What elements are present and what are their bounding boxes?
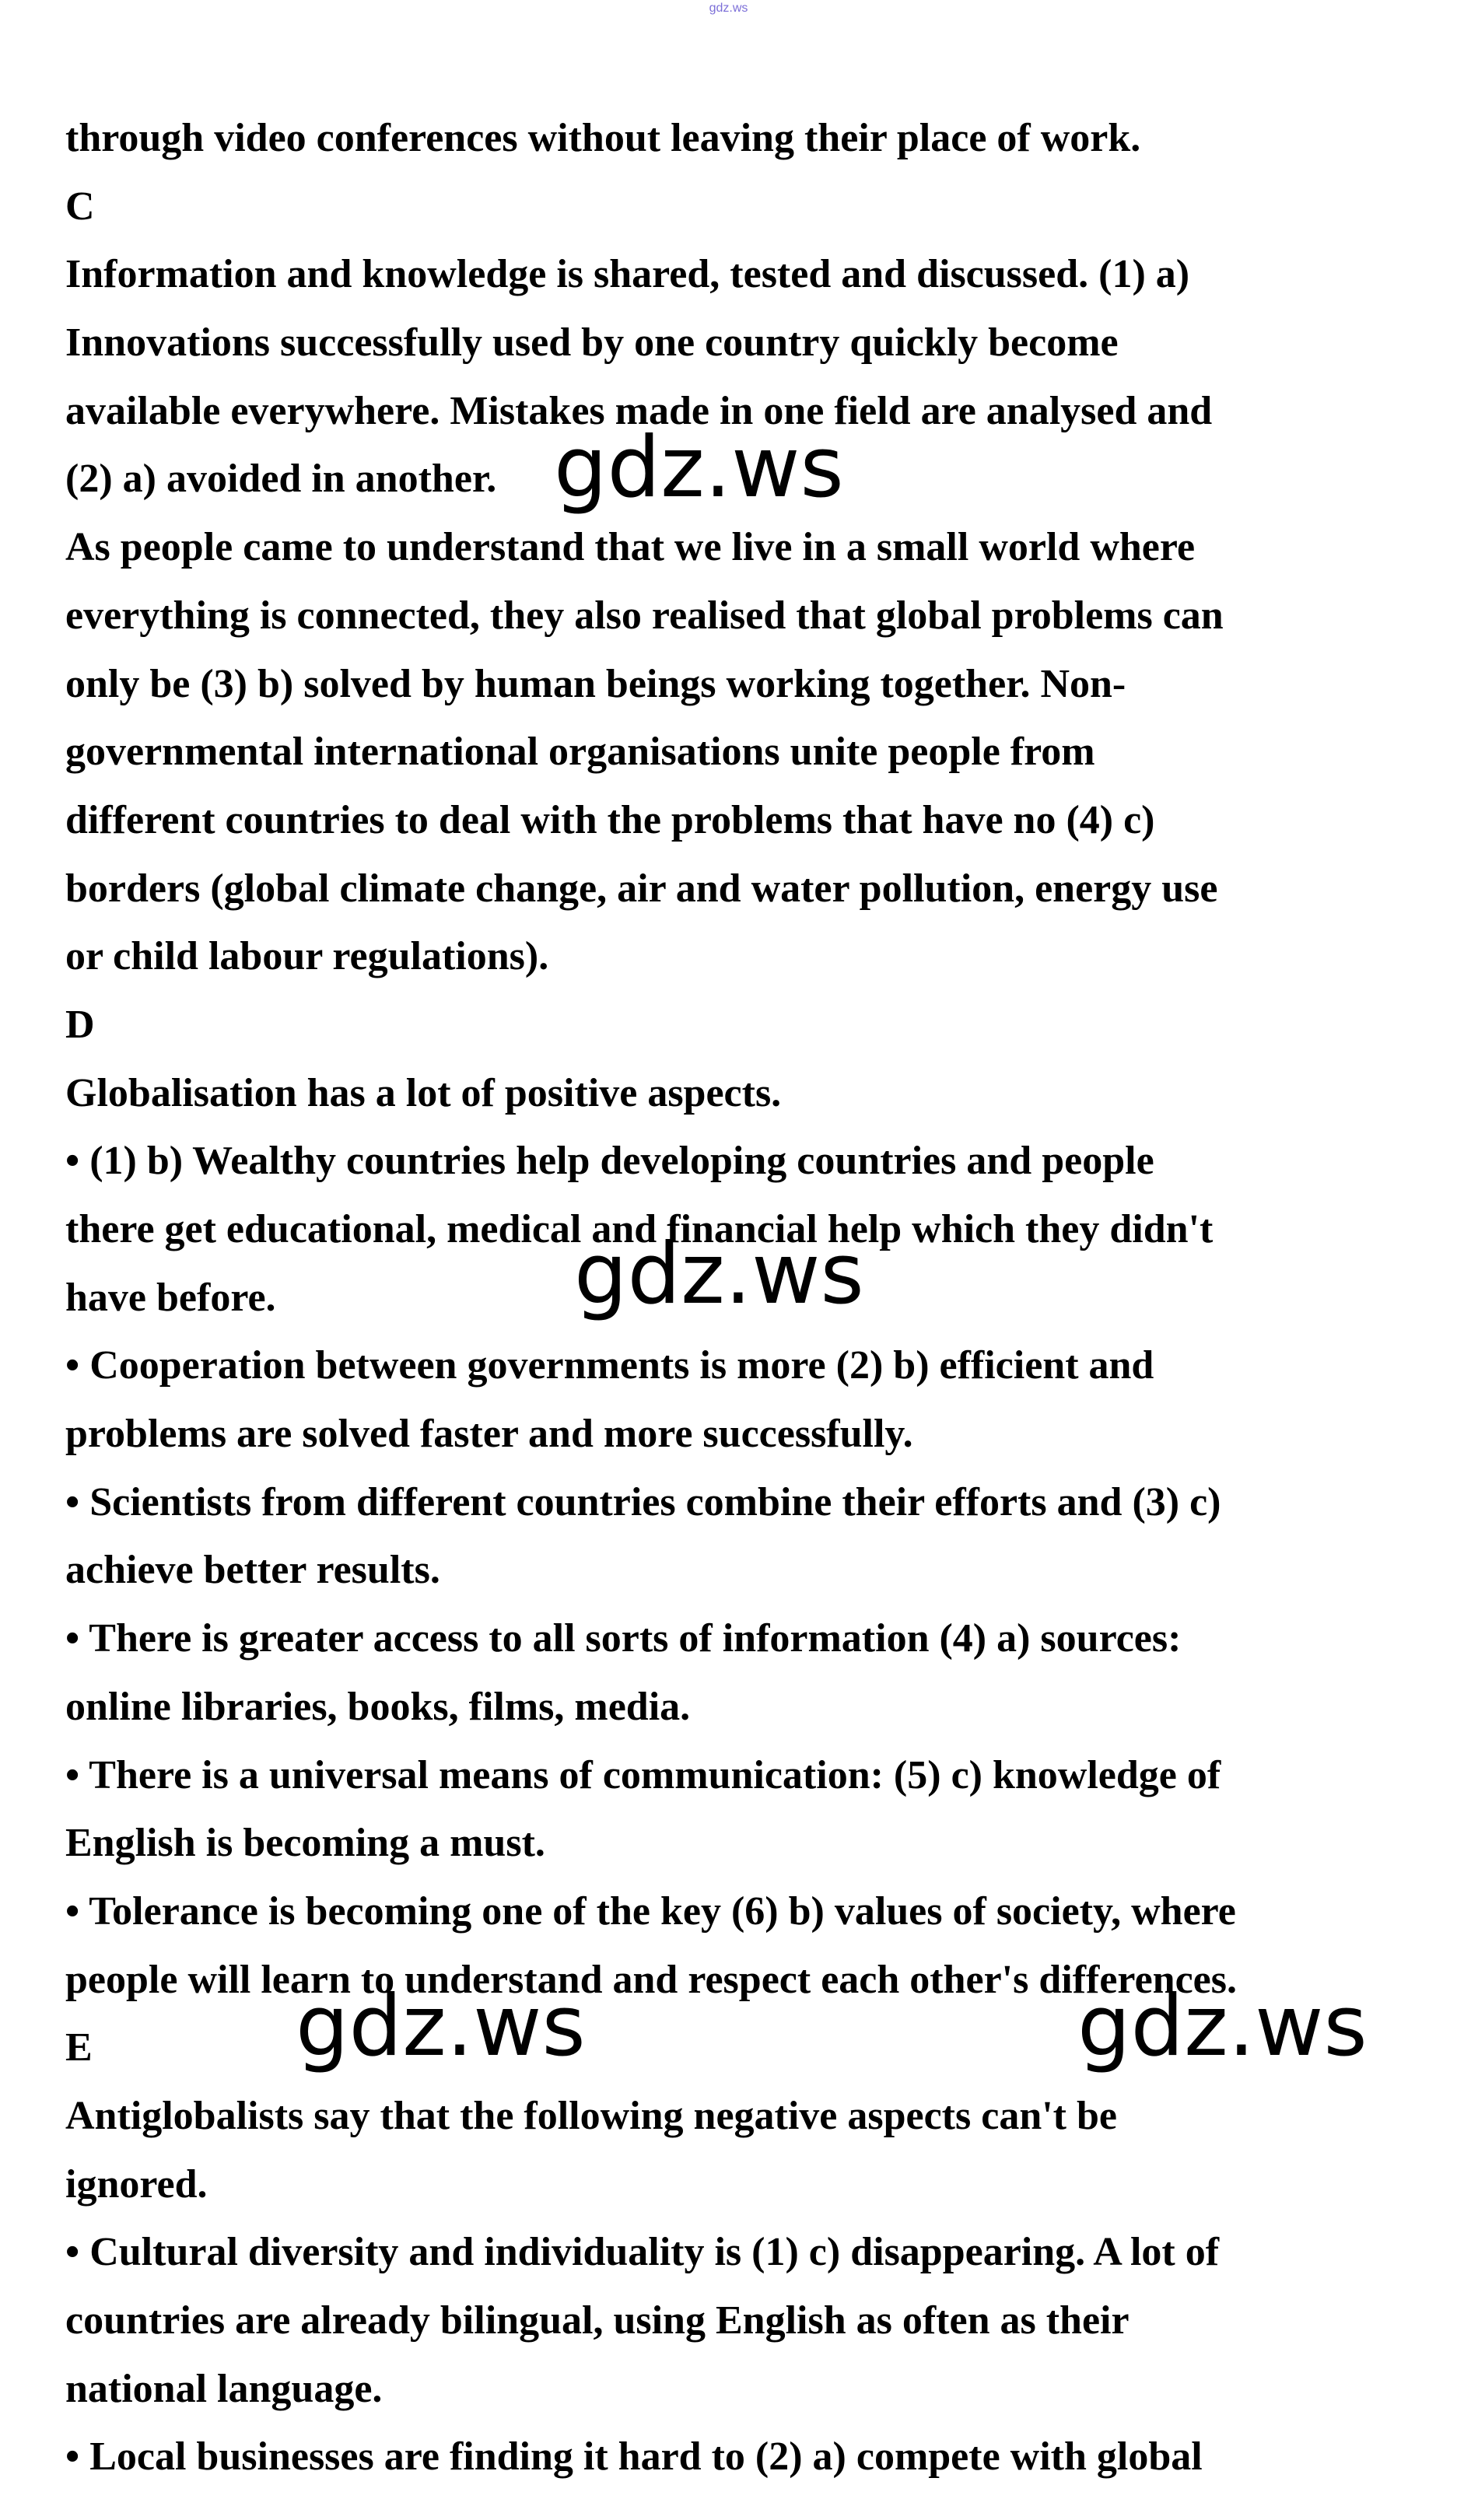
text-line: Innovations successfully used by one country quickly become [65, 320, 1119, 366]
bullet-line: • Local businesses are finding it hard to (2) a) compete with global [65, 2434, 1203, 2480]
text-line: different countries to deal with the problems that have no (4) c) [65, 797, 1155, 842]
text-line: As people came to understand that we live in a small world where [65, 525, 1196, 570]
section-label-e: E [65, 2025, 93, 2070]
text-line: have before. [65, 1275, 276, 1320]
bullet-line: • Tolerance is becoming one of the key (6) b) values of society, where [65, 1888, 1236, 1934]
text-line: national language. [65, 2366, 383, 2411]
bullet-line: • Cultural diversity and individuality is (1) c) disappearing. A lot of [65, 2230, 1220, 2275]
text-line: people will learn to understand and respect each other's differences. [65, 1957, 1237, 2002]
text-line: achieve better results. [65, 1548, 440, 1593]
text-line: everything is connected, they also realised that global problems can [65, 593, 1224, 638]
text-line: through video conferences without leaving their place of work. [65, 116, 1141, 160]
text-line: countries are already bilingual, using English as often as their [65, 2298, 1130, 2343]
text-line: available everywhere. Mistakes made in one field are analysed and [65, 388, 1213, 433]
text-line: or child labour regulations). [65, 934, 549, 979]
bullet-line: • Cooperation between governments is more (2) b) efficient and [65, 1343, 1154, 1388]
text-line: problems are solved faster and more successfully. [65, 1412, 913, 1457]
text-line: only be (3) b) solved by human beings working together. Non- [65, 661, 1126, 706]
header-watermark: gdz.ws [709, 2, 748, 15]
text-line: online libraries, books, films, media. [65, 1684, 691, 1729]
bullet-line: • There is a universal means of communication: (5) c) knowledge of [65, 1752, 1221, 1797]
bullet-line: • (1) b) Wealthy countries help developing countries and people [65, 1139, 1154, 1184]
bullet-line: • Scientists from different countries combine their efforts and (3) c) [65, 1479, 1221, 1524]
section-label-c: C [65, 184, 95, 229]
text-line: Information and knowledge is shared, tested and discussed. (1) a) [65, 252, 1190, 297]
bullet-line: • There is greater access to all sorts of information (4) a) sources: [65, 1616, 1182, 1661]
watermark: gdz.ws [554, 419, 844, 516]
text-line: Globalisation has a lot of positive aspects. [65, 1070, 782, 1115]
text-line: Antiglobalists say that the following negative aspects can't be [65, 2093, 1117, 2138]
text-line: English is becoming a must. [65, 1821, 545, 1866]
watermark: gdz.ws [1077, 1978, 1368, 2075]
watermark: gdz.ws [574, 1226, 864, 1323]
text-line: borders (global climate change, air and water pollution, energy use [65, 866, 1218, 911]
text-line: ignored. [65, 2161, 208, 2207]
text-line: (2) a) avoided in another. [65, 457, 497, 502]
text-line: there get educational, medical and financial help which they didn't [65, 1207, 1214, 1251]
watermark: gdz.ws [296, 1978, 586, 2075]
text-line: governmental international organisations unite people from [65, 730, 1095, 775]
section-label-d: D [65, 1002, 95, 1047]
